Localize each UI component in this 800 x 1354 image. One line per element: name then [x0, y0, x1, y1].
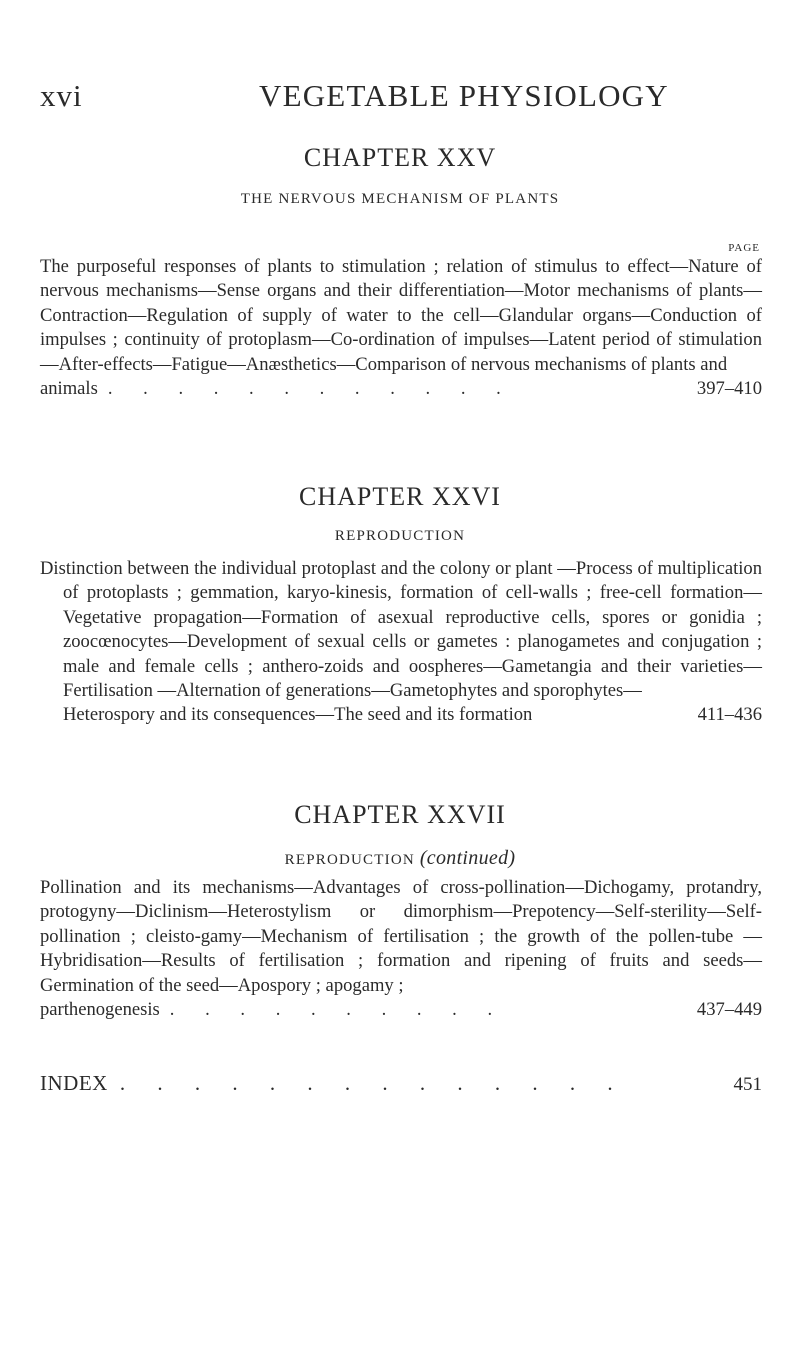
running-title: VEGETABLE PHYSIOLOGY: [259, 78, 669, 113]
chapter-title: CHAPTER XXVI: [299, 482, 501, 511]
chapter-summary: [40, 876, 762, 1022]
index-label: INDEX: [40, 1071, 108, 1095]
dot-leader: . . . . . . . . . . . .: [107, 378, 514, 400]
chapter-subtitle: REPRODUCTION: [334, 528, 466, 544]
chapter-summary-text: Pollination and its mechanisms—Advantages of cross-pollination—Dichogamy, protandry, protogyny—Diclinism—Heterostylism or dimorphism—Prepotency—Self-sterility—Self-pollination ; cleisto-gamy—Mechanism of fertilisation ; the growth of the pollen-tube —Hybridisation—Results of fertilisation ; formation and ripening of fruits and seeds—Germination of the seed—Apospory ; apogamy ;: [40, 877, 762, 996]
page-column-label: PAGE: [728, 242, 760, 254]
chapter-summary: [40, 557, 762, 728]
dot-leader: . . . . . . . . . . . . . .: [119, 1071, 627, 1095]
chapter-subtitle: REPRODUCTION: [284, 852, 415, 868]
chapter-title: CHAPTER XXV: [303, 143, 497, 172]
page-range: 411–436: [697, 704, 762, 726]
chapter-summary-tail: animals: [40, 378, 98, 400]
index-page: 451: [733, 1074, 762, 1095]
chapter-subtitle: THE NERVOUS MECHANISM OF PLANTS: [240, 191, 560, 207]
page-number: xvi: [40, 78, 83, 113]
chapter-summary-last-line: [40, 998, 762, 1022]
chapter-summary-tail: parthenogenesis: [40, 999, 160, 1021]
chapter-summary-tail: Heterospory and its consequences—The seed and its formation: [63, 704, 533, 726]
page-range: 437–449: [696, 999, 762, 1021]
page-range: 397–410: [696, 378, 762, 400]
chapter-summary-text: Distinction between the individual protoplast and the colony or plant —Process of multiplication of protoplasts ; gemmation, karyo-kinesis, formation of cell-walls ; free-cell formation—Vegetative propagation—Formation of asexual reproductive cells, spores or gonidia ; zoocœnocytes—Development of sexual cells or gametes : planogametes and conjugation ; male and female cells ; anthero-zoids and oospheres—Gametangia and their varieties—Fertilisation —Alternation of generations—Gametophytes and sporophytes—: [40, 558, 762, 702]
chapter-summary-text: The purposeful responses of plants to stimulation ; relation of stimulus to effect—Nature of nervous mechanisms—Sense organs and their differentiation—Motor mechanisms of plants—Contraction—Regulation of supply of water to the cell—Glandular organs—Conduction of impulses ; continuity of protoplasm—Co-ordination of impulses—Latent period of stimulation—After-effects—Fatigue—Anæsthetics—Comparison of nervous mechanisms of plants and: [40, 256, 762, 375]
chapter-summary: [40, 255, 762, 401]
chapter-summary-last-line: [63, 703, 762, 727]
chapter-title: CHAPTER XXVII: [294, 800, 506, 829]
chapter-subtitle-row: [0, 847, 800, 870]
chapter-subtitle-continued: (continued): [419, 847, 516, 869]
chapter-summary-last-line: [40, 377, 762, 401]
dot-leader: . . . . . . . . . .: [169, 999, 506, 1021]
index-entry: [40, 1071, 762, 1096]
